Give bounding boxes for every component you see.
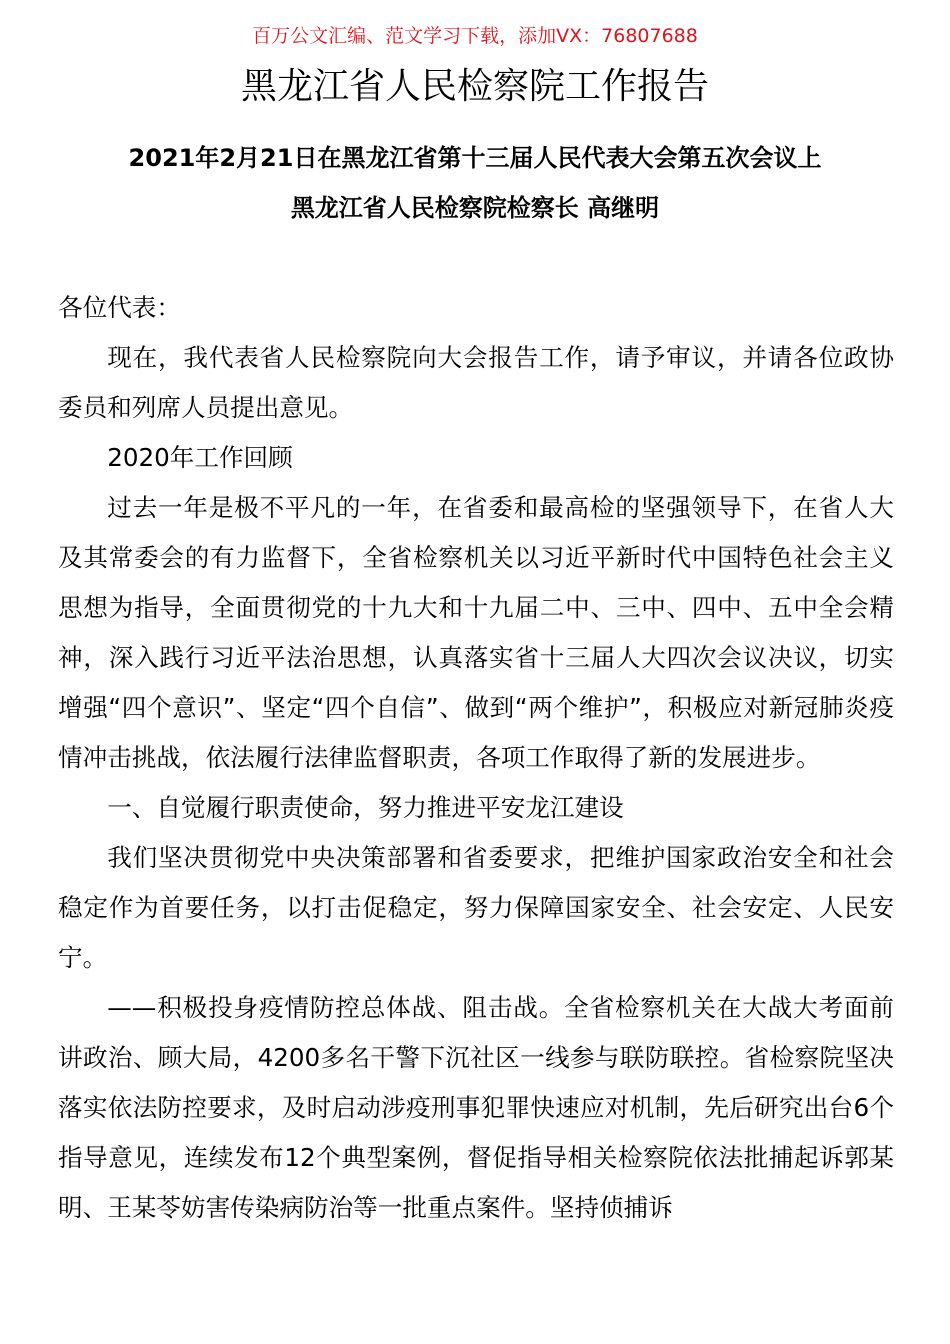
subtitle-meeting: 2021年2月21日在黑龙江省第十三届人民代表大会第五次会议上: [128, 144, 822, 172]
paragraph: 现在，我代表省人民检察院向大会报告工作，请予审议，并请各位政协委员和列席人员提出意见。: [58, 343, 894, 422]
subtitle-author: 黑龙江省人民检察院检察长 高继明: [290, 194, 660, 222]
paragraph: ——积极投身疫情防控总体战、阻击战。全省检察机关在大战大考面前讲政治、顾大局，4200多名干警下沉社区一线参与联防联控。省检察院坚决落实依法防控要求，及时启动涉疫刑事犯罪快速应对机制，先后研究出台6个指导意见，连续发布12个典型案例，督促指导相关检察院依法批捕起诉郭某明、王某苓妨害传染病防治等一批重点案件。坚持侦捕诉: [58, 993, 894, 1222]
section-heading: 2020年工作回顾: [107, 443, 293, 472]
section-heading: 一、自觉履行职责使命，努力推进平安龙江建设: [107, 793, 624, 822]
document-body: [58, 283, 894, 1233]
paragraph: 我们坚决贯彻党中央决策部署和省委要求，把维护国家政治安全和社会稳定作为首要任务，以打击促稳定，努力保障国家安全、社会安定、人民安宁。: [58, 843, 894, 972]
watermark-text: 百万公文汇编、范文学习下载，添加VX：76807688: [252, 25, 698, 47]
paragraph: 过去一年是极不平凡的一年，在省委和最高检的坚强领导下，在省人大及其常委会的有力监督下，全省检察机关以习近平新时代中国特色社会主义思想为指导，全面贯彻党的十九大和十九届二中、三中、四中、五中全会精神，深入践行习近平法治思想，认真落实省十三届人大四次会议决议，切实增强“四个意识”、坚定“四个自信”、做到“两个维护”，积极应对新冠肺炎疫情冲击挑战，依法履行法律监督职责，各项工作取得了新的发展进步。: [58, 493, 894, 772]
salutation: 各位代表：: [58, 293, 181, 322]
document-title: 黑龙江省人民检察院工作报告: [240, 66, 709, 107]
